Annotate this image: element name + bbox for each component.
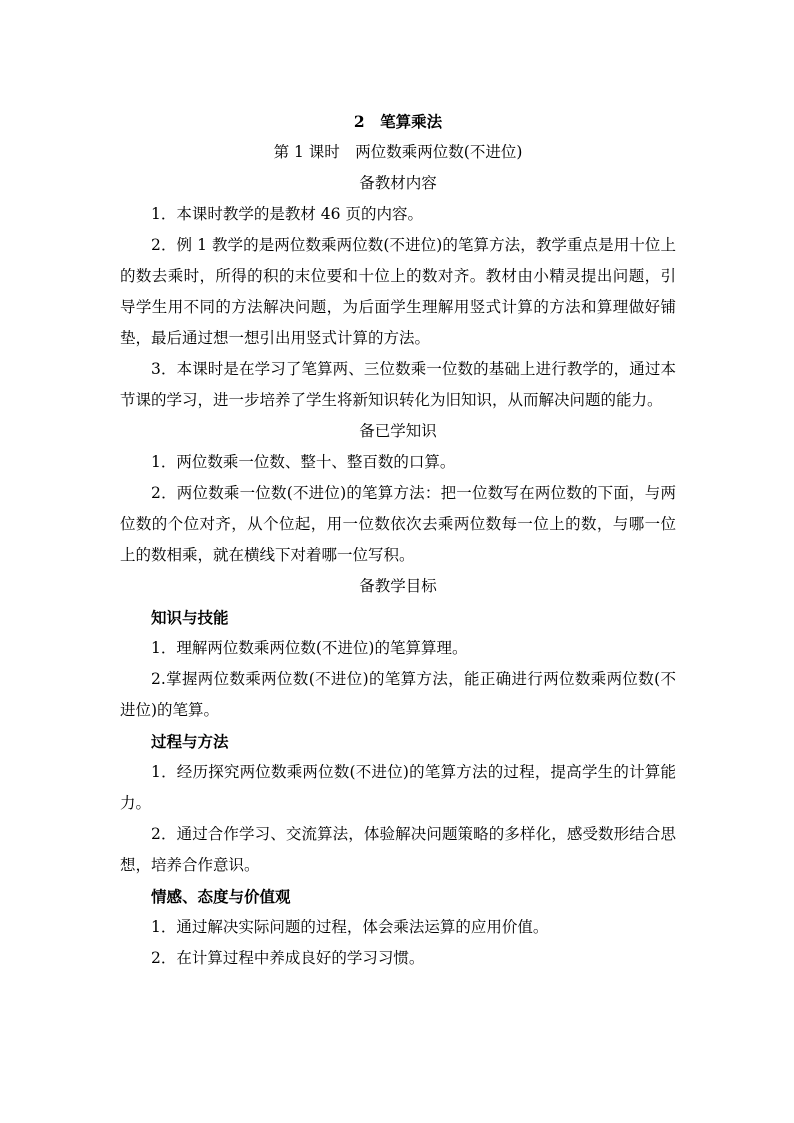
document-body [120, 106, 676, 974]
subheading-process-method: 过程与方法 [151, 732, 229, 751]
knowledge-item-2: 2.掌握两位数乘两位数(不进位)的笔算方法，能正确进行两位数乘两位数(不进位)的笔算。 [120, 670, 676, 719]
prior-paragraph-2: 2．两位数乘一位数(不进位)的笔算方法：把一位数写在两位数的下面，与两位数的个位对齐，从个位起，用一位数依次去乘两位数每一位上的数，与哪一位上的数相乘，就在横线下对着哪一位写积。 [120, 484, 676, 564]
subheading-knowledge-skills: 知识与技能 [151, 608, 229, 627]
materials-paragraph-3: 3．本课时是在学习了笔算两、三位数乘一位数的基础上进行教学的，通过本节课的学习，进一步培养了学生将新知识转化为旧知识，从而解决问题的能力。 [120, 360, 676, 409]
section-heading-prior-knowledge: 备已学知识 [359, 422, 437, 440]
process-item-1: 1．经历探究两位数乘两位数(不进位)的笔算方法的过程，提高学生的计算能力。 [120, 763, 676, 812]
materials-paragraph-2: 2．例 1 教学的是两位数乘两位数(不进位)的笔算方法，教学重点是用十位上的数去乘时，所得的积的末位要和十位上的数对齐。教材由小精灵提出问题，引导学生用不同的方法解决问题，为后面学生理解用竖式计算的方法和算理做好铺垫，最后通过想一想引出用竖式计算的方法。 [120, 236, 676, 347]
emotion-item-1: 1．通过解决实际问题的过程，体会乘法运算的应用价值。 [151, 918, 549, 936]
prior-paragraph-1: 1．两位数乘一位数、整十、整百数的口算。 [151, 453, 456, 471]
materials-paragraph-1: 1．本课时教学的是教材 46 页的内容。 [151, 205, 423, 223]
emotion-item-2: 2．在计算过程中养成良好的学习习惯。 [151, 949, 425, 967]
chapter-title: 2 笔算乘法 [353, 112, 443, 131]
section-heading-materials: 备教材内容 [359, 174, 437, 192]
knowledge-item-1: 1．理解两位数乘两位数(不进位)的笔算算理。 [151, 639, 468, 657]
process-item-2: 2．通过合作学习、交流算法，体验解决问题策略的多样化，感受数形结合思想，培养合作意识。 [120, 825, 676, 874]
section-heading-goals: 备教学目标 [359, 577, 437, 595]
subheading-emotion-values: 情感、态度与价值观 [151, 887, 291, 906]
lesson-title: 第 1 课时 两位数乘两位数(不进位) [273, 143, 523, 161]
